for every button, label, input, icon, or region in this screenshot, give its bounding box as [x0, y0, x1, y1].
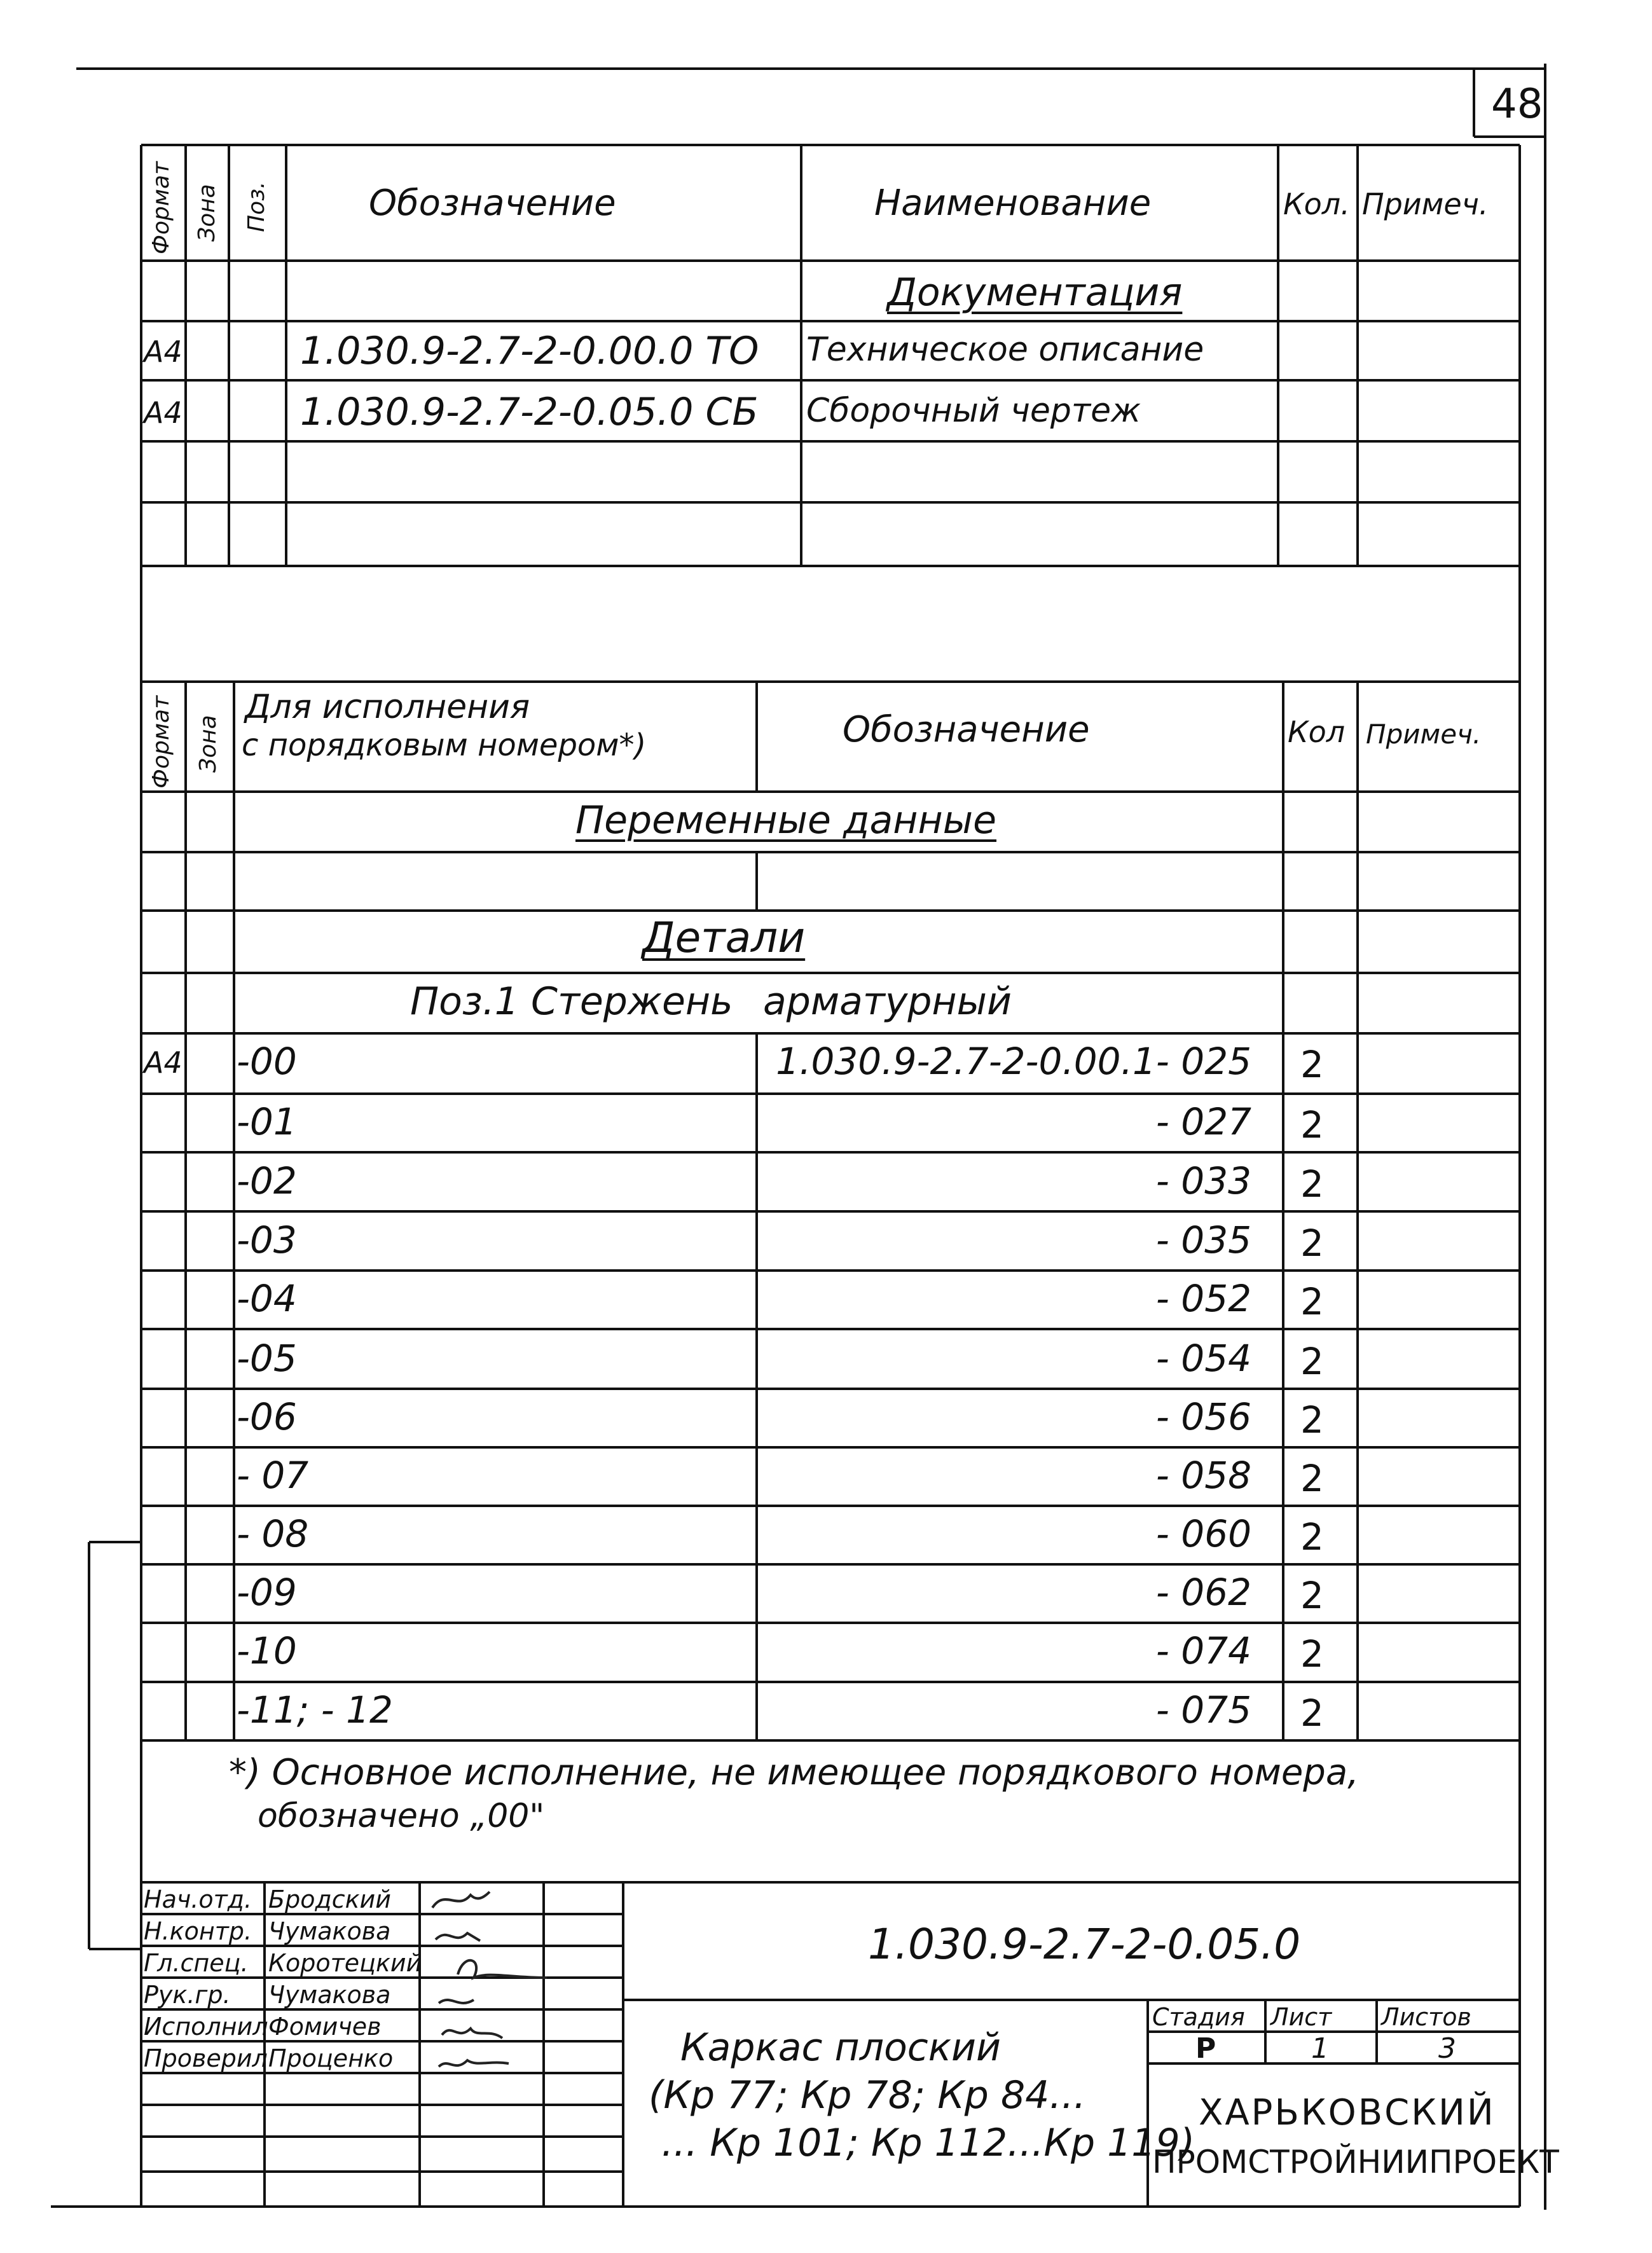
- tb-name-4: Чумакова: [268, 1981, 391, 2009]
- sheet-value: 1: [1311, 2032, 1329, 2065]
- header2-zone: Зона: [195, 715, 221, 773]
- header-pos: Поз.: [244, 181, 270, 232]
- detail-row-1-designation: 1.030.9-2.7-2-0.00.1- 025: [776, 1040, 1251, 1083]
- top-row-1-format: А4: [144, 334, 182, 369]
- header2-designation: Обозначение: [843, 709, 1090, 750]
- detail-row-2-qty: 2: [1300, 1103, 1324, 1147]
- detail-row-6-qty: 2: [1300, 1340, 1324, 1383]
- tb-role-4: Рук.гр.: [144, 1981, 231, 2009]
- sheet-label: Лист: [1270, 2003, 1332, 2031]
- header-note: Примеч.: [1362, 187, 1489, 221]
- tb-name-5: Фомичев: [268, 2013, 382, 2041]
- detail-row-12-qty: 2: [1300, 1691, 1324, 1735]
- detail-row-8-qty: 2: [1300, 1457, 1324, 1500]
- detail-row-8-designation: - 058: [1155, 1454, 1251, 1497]
- top-row-2-format: А4: [144, 396, 182, 430]
- detail-row-4-exec: -03: [237, 1218, 297, 1262]
- detail-row-2-designation: - 027: [1155, 1100, 1251, 1143]
- stage-label: Стадия: [1152, 2003, 1245, 2031]
- detail-row-12-exec: -11; - 12: [237, 1688, 393, 1732]
- detail-row-7-qty: 2: [1300, 1398, 1324, 1442]
- tb-role-6: Проверил: [144, 2044, 268, 2072]
- detail-row-12-designation: - 075: [1155, 1688, 1251, 1732]
- detail-row-9-qty: 2: [1300, 1515, 1324, 1559]
- header2-format: Формат: [148, 695, 174, 789]
- position-line-left: Поз.1 Стержень: [410, 979, 733, 1024]
- detail-row-3-qty: 2: [1300, 1162, 1324, 1206]
- organization-line-1: ХАРЬКОВСКИЙ: [1199, 2092, 1496, 2133]
- top-row-1-designation: 1.030.9-2.7-2-0.00.0 ТО: [300, 329, 759, 373]
- detail-row-4-qty: 2: [1300, 1222, 1324, 1265]
- detail-row-11-qty: 2: [1300, 1632, 1324, 1676]
- header-designation: Обозначение: [369, 183, 616, 224]
- detail-row-1-exec: -00: [237, 1040, 297, 1083]
- detail-row-8-exec: - 07: [237, 1454, 309, 1497]
- detail-row-1-format: А4: [144, 1045, 182, 1080]
- tb-name-2: Чумакова: [268, 1917, 391, 1945]
- detail-row-10-exec: -09: [237, 1571, 297, 1614]
- tb-name-3: Коротецкий: [268, 1949, 422, 1977]
- detail-row-10-qty: 2: [1300, 1574, 1324, 1617]
- detail-row-7-designation: - 056: [1155, 1395, 1251, 1438]
- detail-row-1-qty: 2: [1300, 1043, 1324, 1086]
- tb-role-1: Нач.отд.: [144, 1885, 252, 1913]
- footnote-line1: *) Основное исполнение, не имеющее порядкового номера,: [229, 1752, 1359, 1793]
- detail-row-9-exec: - 08: [237, 1512, 309, 1555]
- variable-data-title: Переменные данные: [575, 798, 997, 843]
- tb-name-1: Бродский: [268, 1885, 391, 1913]
- organization-line-2: ПРОМСТРОЙНИИПРОЕКТ: [1152, 2144, 1559, 2181]
- detail-row-6-exec: -05: [237, 1337, 297, 1380]
- title-line-3: ... Кр 101; Кр 112...Кр 119): [661, 2121, 1195, 2165]
- document-code: 1.030.9-2.7-2-0.05.0: [868, 1920, 1301, 1969]
- header-qty: Кол.: [1283, 187, 1350, 221]
- footnote-line2: обозначено „00": [258, 1797, 545, 1835]
- detail-row-10-designation: - 062: [1155, 1571, 1251, 1614]
- detail-row-5-exec: -04: [237, 1277, 297, 1320]
- top-row-2-name: Сборочный чертеж: [806, 392, 1141, 430]
- top-row-1-name: Техническое описание: [806, 331, 1204, 369]
- header2-for-execution-line2: с порядковым номером*): [242, 727, 647, 763]
- header-format: Формат: [148, 161, 174, 254]
- detail-row-3-designation: - 033: [1155, 1159, 1251, 1202]
- detail-row-5-designation: - 052: [1155, 1277, 1251, 1320]
- tb-name-6: Проценко: [268, 2044, 394, 2072]
- sheets-value: 3: [1438, 2032, 1456, 2065]
- title-line-1: Каркас плоский: [680, 2025, 1002, 2070]
- detail-row-7-exec: -06: [237, 1395, 297, 1438]
- detail-row-3-exec: -02: [237, 1159, 297, 1202]
- tb-role-5: Исполнил: [144, 2013, 268, 2041]
- top-row-2-designation: 1.030.9-2.7-2-0.05.0 СБ: [300, 390, 759, 434]
- detail-row-5-qty: 2: [1300, 1280, 1324, 1323]
- tb-role-2: Н.контр.: [144, 1917, 252, 1945]
- detail-row-9-designation: - 060: [1155, 1512, 1251, 1555]
- header-name: Наименование: [874, 183, 1152, 224]
- details-title: Детали: [642, 913, 806, 962]
- header2-qty: Кол: [1288, 715, 1346, 749]
- detail-row-6-designation: - 054: [1155, 1337, 1251, 1380]
- signatures: [420, 1882, 585, 2086]
- stage-value: Р: [1195, 2032, 1216, 2065]
- detail-row-11-designation: - 074: [1155, 1629, 1251, 1672]
- detail-row-11-exec: -10: [237, 1629, 297, 1672]
- header2-for-execution-line1: Для исполнения: [245, 688, 530, 726]
- detail-row-4-designation: - 035: [1155, 1218, 1251, 1262]
- header2-note: Примеч.: [1366, 719, 1482, 750]
- sheet-number: 48: [1491, 81, 1543, 128]
- title-line-2: (Кр 77; Кр 78; Кр 84...: [649, 2073, 1086, 2118]
- position-line-right: арматурный: [763, 979, 1012, 1024]
- detail-row-2-exec: -01: [237, 1100, 297, 1143]
- sheets-label: Листов: [1381, 2003, 1471, 2031]
- section-title-documentation: Документация: [887, 270, 1183, 315]
- tb-role-3: Гл.спец.: [144, 1949, 249, 1977]
- header-zone: Зона: [194, 184, 220, 242]
